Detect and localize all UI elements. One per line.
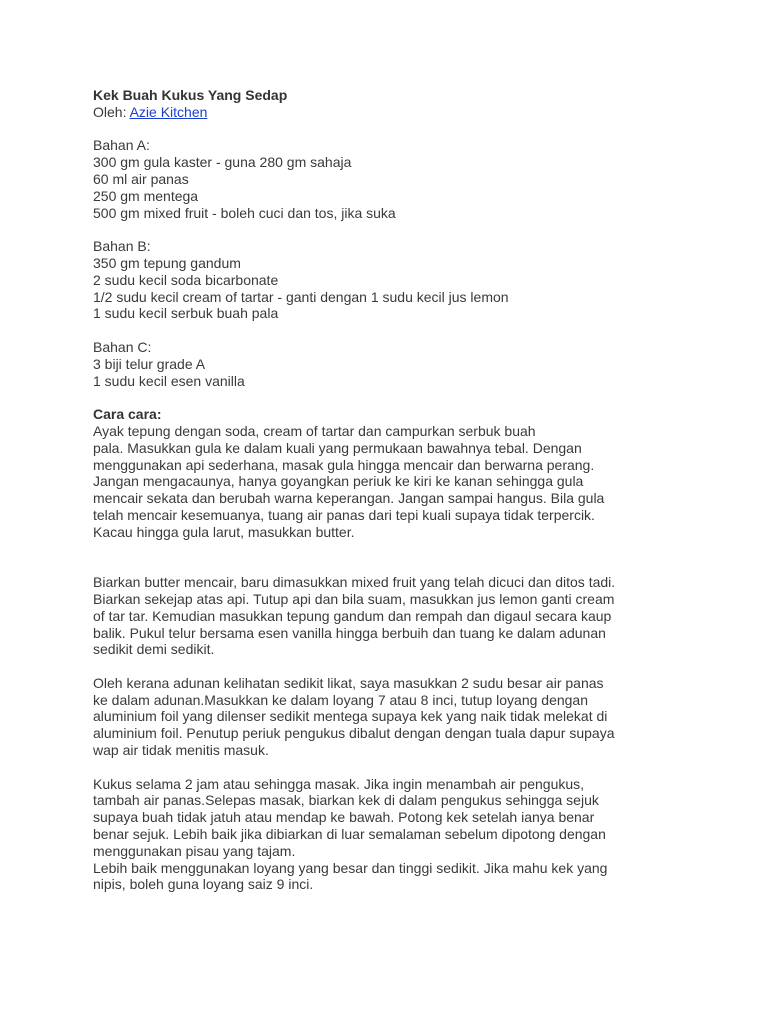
method-label: Cara cara: xyxy=(93,406,162,423)
ingredient-item: 500 gm mixed fruit - boleh cuci dan tos, jika suka xyxy=(93,204,396,221)
paragraph-line: sedikit demi sedikit. xyxy=(93,641,215,658)
bahan-c-section xyxy=(93,339,683,389)
method-section xyxy=(93,406,683,540)
method-paragraph-2 xyxy=(93,574,683,658)
paragraph-line: aluminium foil yang dilenser sedikit mentega supaya kek yang naik tidak melekat di xyxy=(93,708,608,725)
paragraph-line: Lebih baik menggunakan loyang yang besar dan tinggi sedikit. Jika mahu kek yang xyxy=(93,859,608,876)
ingredient-item: 250 gm mentega xyxy=(93,187,199,204)
ingredient-item: 300 gm gula kaster - guna 280 gm sahaja xyxy=(93,154,352,171)
ingredient-item: 2 sudu kecil soda bicarbonate xyxy=(93,271,279,288)
ingredient-item: 1 sudu kecil esen vanilla xyxy=(93,372,245,389)
bahan-b-section xyxy=(93,238,683,322)
paragraph-line: Kacau hingga gula larut, masukkan butter. xyxy=(93,523,355,540)
ingredient-item: 60 ml air panas xyxy=(93,170,189,187)
method-paragraph-1 xyxy=(93,423,683,541)
paragraph-line: nipis, boleh guna loyang saiz 9 inci. xyxy=(93,876,314,893)
method-paragraph-3 xyxy=(93,675,683,759)
bahan-a-label: Bahan A: xyxy=(93,137,150,154)
paragraph-line: Biarkan sekejap atas api. Tutup api dan bila suam, masukkan jus lemon ganti cream xyxy=(93,590,615,607)
paragraph-line: ke dalam adunan.Masukkan ke dalam loyang 7 atau 8 inci, tutup loyang dengan xyxy=(93,691,589,708)
recipe-title: Kek Buah Kukus Yang Sedap xyxy=(93,87,288,103)
paragraph-line: pala. Masukkan gula ke dalam kuali yang permukaan bawahnya tebal. Dengan xyxy=(93,439,582,456)
ingredient-item: 350 gm tepung gandum xyxy=(93,254,241,271)
ingredient-item: 1 sudu kecil serbuk buah pala xyxy=(93,305,279,322)
paragraph-line: wap air tidak menitis masuk. xyxy=(93,742,269,759)
paragraph-line: tambah air panas.Selepas masak, biarkan kek di dalam pengukus sehingga sejuk xyxy=(93,792,599,809)
paragraph-line: Ayak tepung dengan soda, cream of tartar dan campurkan serbuk buah xyxy=(93,422,536,439)
paragraph-line: menggunakan pisau yang tajam. xyxy=(93,842,296,859)
author-link[interactable]: Azie Kitchen xyxy=(129,103,208,120)
paragraph-line: aluminium foil. Penutup periuk pengukus dibalut dengan dengan tuala dapur supaya xyxy=(93,725,615,742)
paragraph-line: menggunakan api sederhana, masak gula hingga mencair dan berwarna perang. xyxy=(93,456,595,473)
paragraph-line: Kukus selama 2 jam atau sehingga masak. Jika ingin menambah air pengukus, xyxy=(93,775,585,792)
paragraph-line: telah mencair kesemuanya, tuang air panas dari tepi kuali supaya tidak terpercik. xyxy=(93,506,595,523)
paragraph-line: of tar tar. Kemudian masukkan tepung gandum dan rempah dan digaul secara kaup xyxy=(93,607,612,624)
author-line xyxy=(93,104,683,121)
method-paragraph-4 xyxy=(93,776,683,894)
paragraph-line: Jangan mengacaunya, hanya goyangkan periuk ke kiri ke kanan sehingga gula xyxy=(93,473,584,490)
ingredient-item: 3 biji telur grade A xyxy=(93,355,206,372)
paragraph-line: Biarkan butter mencair, baru dimasukkan mixed fruit yang telah dicuci dan ditos tadi. xyxy=(93,574,616,591)
bahan-a-section xyxy=(93,137,683,221)
recipe-document xyxy=(93,87,683,893)
bahan-c-label: Bahan C: xyxy=(93,338,152,355)
ingredient-item: 1/2 sudu kecil cream of tartar - ganti dengan 1 sudu kecil jus lemon xyxy=(93,288,509,305)
paragraph-line: balik. Pukul telur bersama esen vanilla hingga berbuih dan tuang ke dalam adunan xyxy=(93,624,606,641)
author-prefix: Oleh: xyxy=(93,103,130,120)
bahan-b-label: Bahan B: xyxy=(93,238,151,255)
paragraph-line: Oleh kerana adunan kelihatan sedikit likat, saya masukkan 2 sudu besar air panas xyxy=(93,674,604,691)
paragraph-line: mencair sekata dan berubah warna keperangan. Jangan sampai hangus. Bila gula xyxy=(93,490,605,507)
paragraph-line: supaya buah tidak jatuh atau mendap ke bawah. Potong kek setelah ianya benar xyxy=(93,809,595,826)
paragraph-line: benar sejuk. Lebih baik jika dibiarkan di luar semalaman sebelum dipotong dengan xyxy=(93,826,606,843)
